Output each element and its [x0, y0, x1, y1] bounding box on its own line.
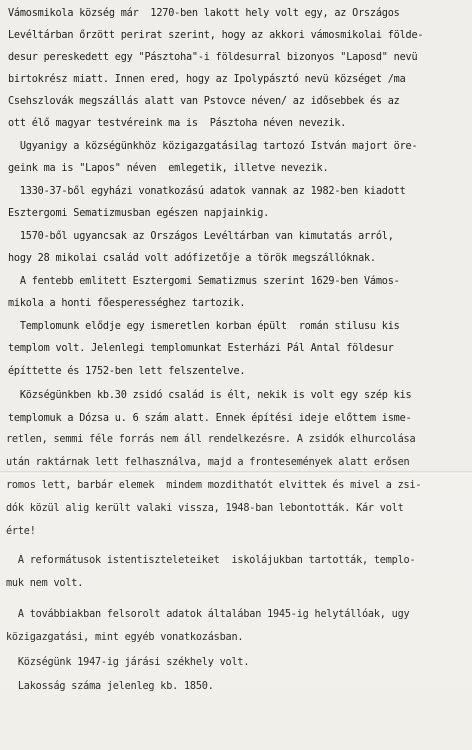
text-line-19: templomuk a Dózsa u. 6 szám alatt. Ennek építési ideje előttem isme-: [8, 413, 412, 424]
text-line-2: Levéltárban őrzött perirat szerint, hogy az akkori vámosmikolai földe-: [8, 30, 424, 41]
text-line-13: A fentebb emlitett Esztergomi Sematizmus szerint 1629-ben Vámos-: [8, 276, 400, 287]
text-line-26: muk nem volt.: [6, 578, 84, 589]
text-line-17: építtette és 1752-ben lett felszentelve.: [8, 366, 246, 377]
text-line-12: hogy 28 mikolai család volt adófizetője a török megszállóknak.: [8, 253, 376, 264]
text-line-23: dók közül alig került valaki vissza, 1948-ban lebontották. Kár volt: [6, 503, 404, 514]
text-line-20: retlen, semmi féle forrás nem áll rendelkezésre. A zsidók elhurcolása: [6, 434, 416, 445]
text-line-3: desur pereskedett egy "Pásztoha"-i földesurral bizonyos "Laposd" nevü: [8, 52, 418, 63]
text-line-4: birtokrész miatt. Innen ered, hogy az Ipolypásztó nevü községet /ma: [8, 74, 406, 85]
text-line-27: A továbbiakban felsorolt adatok általában 1945-ig helytállóak, ugy: [6, 609, 410, 620]
text-line-22: romos lett, barbár elemek mindem mozdithatót elvittek és mivel a zsi-: [6, 480, 422, 491]
text-line-14: mikola a honti főesperességhez tartozik.: [8, 298, 246, 309]
text-line-11: 1570-ből ugyancsak az Országos Levéltárban van kimutatás arról,: [8, 231, 394, 242]
text-line-6: ott élő magyar testvéreink ma is Pásztoha néven nevezik.: [8, 118, 347, 129]
text-line-30: Lakosság száma jelenleg kb. 1850.: [6, 681, 214, 692]
text-line-16: templom volt. Jelenlegi templomunkat Esterházi Pál Antal földesur: [8, 343, 394, 354]
text-line-24: érte!: [6, 526, 36, 537]
text-line-7: Ugyanigy a községünkhöz közigazgatásilag tartozó István majort öre-: [8, 141, 418, 152]
text-line-18: Községünkben kb.30 zsidó család is élt, nekik is volt egy szép kis: [8, 390, 412, 401]
text-line-1: Vámosmikola község már 1270-ben lakott hely volt egy, az Országos: [8, 8, 400, 19]
sheet-seam: [0, 471, 472, 474]
text-line-25: A reformátusok istentiszteleteiket iskolájukban tartották, templo-: [6, 555, 416, 566]
text-line-29: Községünk 1947-ig járási székhely volt.: [6, 657, 250, 668]
text-line-9: 1330-37-ből egyházi vonatkozású adatok vannak az 1982-ben kiadott: [8, 186, 406, 197]
text-line-8: geink ma is "Lapos" néven emlegetik, illetve nevezik.: [8, 163, 329, 174]
text-line-15: Templomunk elődje egy ismeretlen korban épült román stilusu kis: [8, 321, 400, 332]
text-line-5: Csehszlovák megszállás alatt van Pstovce néven/ az idősebbek és az: [8, 96, 400, 107]
text-line-10: Esztergomi Sematizmusban egészen napjainkig.: [8, 208, 270, 219]
text-line-21: után raktárnak lett felhasználva, majd a frontesemények alatt erősen: [6, 457, 410, 468]
text-line-28: közigazgatási, mint egyéb vonatkozásban.: [6, 632, 244, 643]
